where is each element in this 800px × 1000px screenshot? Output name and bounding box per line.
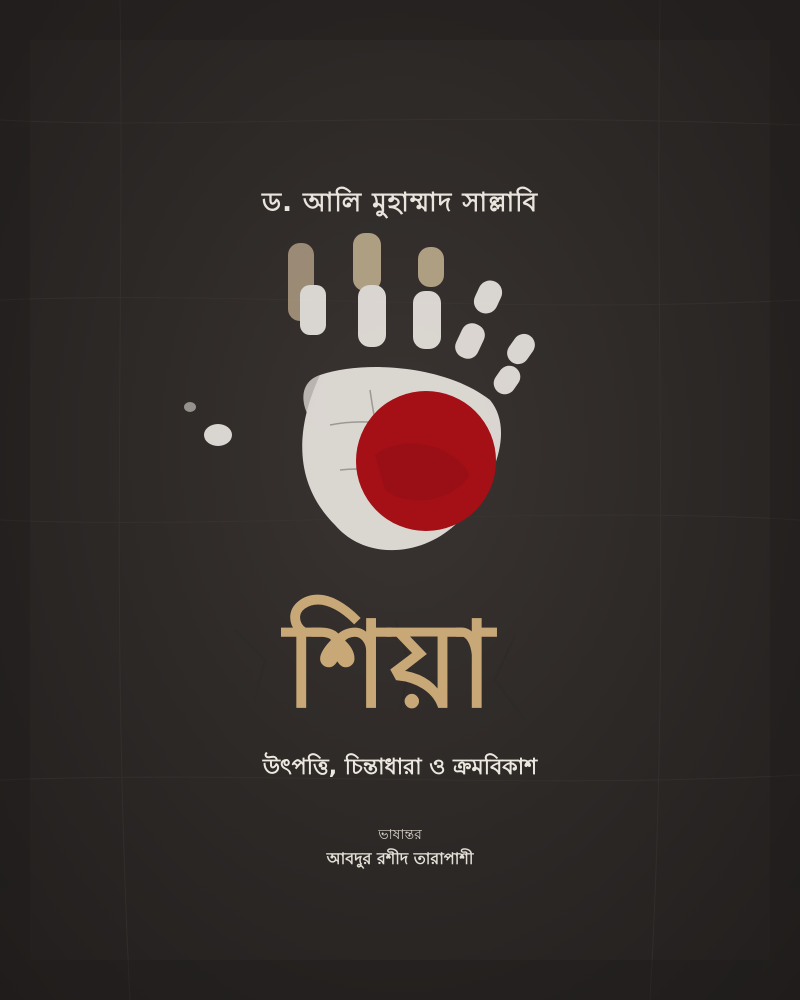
handprint-illustration [170,225,570,575]
translator-label: ভাষান্তর [378,827,422,843]
translator-name: আবদুর রশীদ তারাপাশী [326,849,474,868]
book-title [195,590,585,740]
red-circle-icon [356,391,496,531]
title-text: শিয়া [284,595,496,734]
subtitle: উৎপত্তি, চিন্তাধারা ও ক্রমবিকাশ [262,755,538,780]
handprint-icon [184,233,539,550]
author-name: ড. আলি মুহাম্মাদ সাল্লাবি [261,188,539,218]
